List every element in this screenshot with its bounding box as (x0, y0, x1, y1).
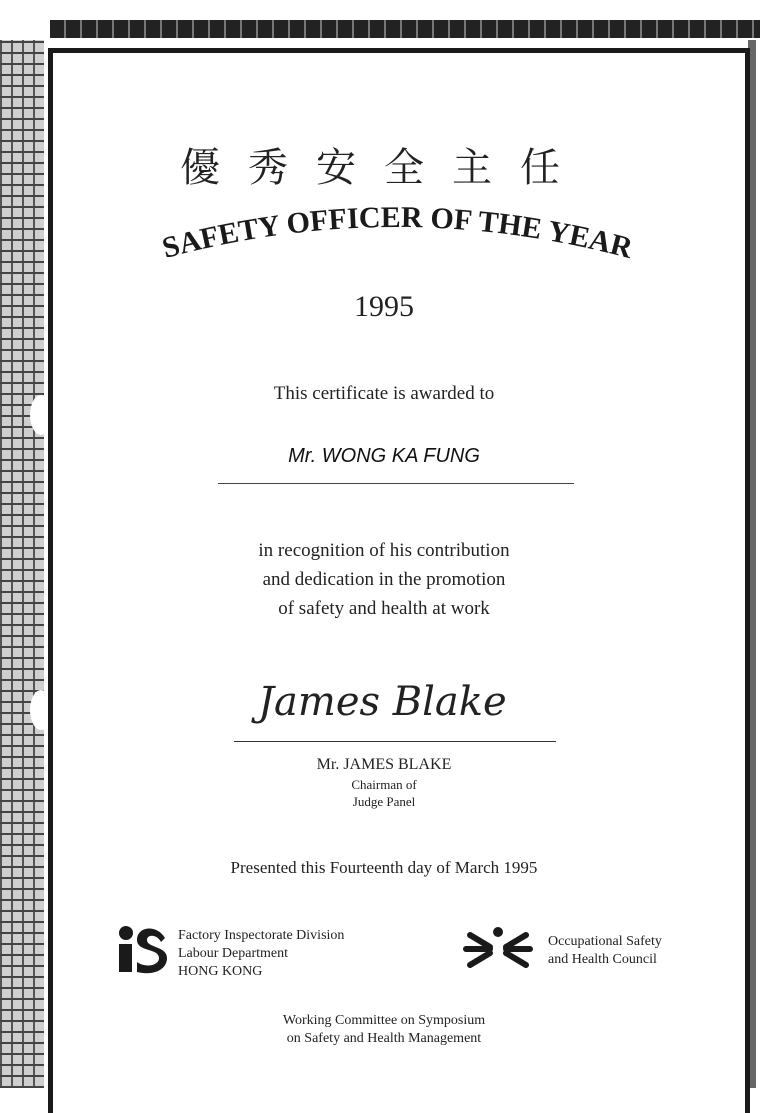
handwritten-signature: James Blake (258, 679, 507, 725)
signatory-title-line: Judge Panel (352, 794, 416, 809)
org-right-line: Occupational Safety (548, 934, 662, 949)
certificate-year: 1995 (354, 290, 414, 323)
is-logo-icon (117, 924, 167, 974)
oshc-logo-icon (462, 925, 534, 973)
org-right-line: and Health Council (548, 952, 657, 967)
awarded-text: This certificate is awarded to (273, 383, 495, 404)
recognition-line: and dedication in the promotion (262, 569, 506, 590)
presented-date: Presented this Fourteenth day of March 1995 (230, 858, 538, 877)
footer-line: Working Committee on Symposium (282, 1013, 486, 1028)
footer-line: on Safety and Health Management (286, 1031, 482, 1046)
name-underline (218, 483, 574, 484)
svg-text:SAFETY OFFICER OF THE YEAR (159, 201, 636, 265)
recipient-name: Mr. WONG KA FUNG (288, 445, 480, 467)
recognition-line: in recognition of his contribution (258, 540, 510, 561)
org-left-line: Labour Department (178, 946, 289, 961)
arched-title (0, 0, 768, 290)
org-left-line: HONG KONG (178, 964, 263, 979)
recognition-line: of safety and health at work (278, 598, 490, 619)
signatory-name: Mr. JAMES BLAKE (316, 756, 452, 773)
signatory-title-line: Chairman of (351, 777, 417, 792)
certificate-title: SAFETY OFFICER OF THE YEAR (158, 200, 636, 266)
org-left-line: Factory Inspectorate Division (178, 928, 345, 943)
chinese-title: 優秀安全主任 (180, 145, 588, 191)
signature-line (234, 741, 556, 742)
